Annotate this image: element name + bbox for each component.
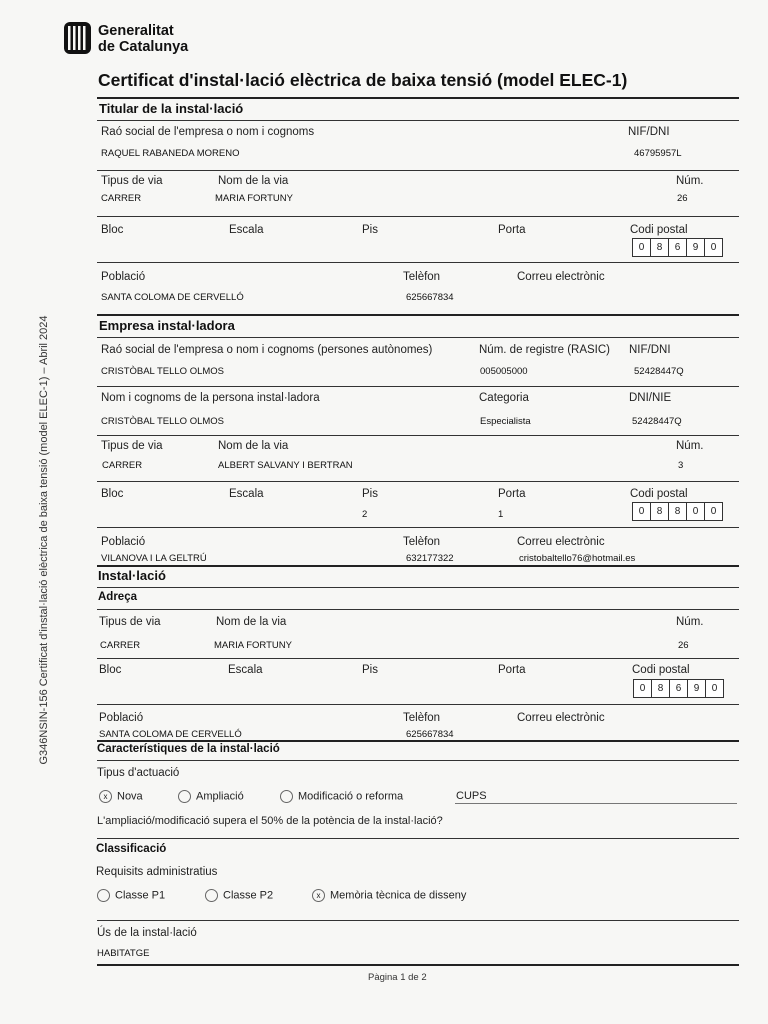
empresa-registre: 005005000 bbox=[480, 366, 528, 377]
divider bbox=[97, 216, 739, 217]
divider bbox=[97, 314, 739, 316]
divider bbox=[97, 609, 739, 610]
option-label: Memòria tècnica de disseny bbox=[330, 889, 467, 902]
label-rao: Raó social de l'empresa o nom i cognoms bbox=[101, 126, 315, 138]
installacio-tipus-via: CARRER bbox=[100, 640, 141, 651]
label-pis: Pis bbox=[362, 488, 378, 500]
installacio-nom-via: MARIA FORTUNY bbox=[214, 640, 292, 651]
empresa-categoria: Especialista bbox=[480, 416, 531, 427]
divider bbox=[97, 658, 739, 659]
divider bbox=[97, 262, 739, 263]
label-codi-postal: Codi postal bbox=[630, 488, 688, 500]
label-pis: Pis bbox=[362, 224, 378, 236]
label-num: Núm. bbox=[676, 440, 704, 452]
org-line-2: de Catalunya bbox=[98, 39, 189, 55]
option-nova[interactable] bbox=[99, 790, 143, 803]
empresa-poblacio: VILANOVA I LA GELTRÚ bbox=[101, 553, 207, 564]
us-value: HABITATGE bbox=[97, 948, 150, 959]
label-tipus-via: Tipus de via bbox=[101, 175, 163, 187]
section-classificacio: Classificació bbox=[96, 843, 167, 855]
empresa-nif: 52428447Q bbox=[634, 366, 684, 377]
divider bbox=[97, 920, 739, 921]
label-tipus-via: Tipus de via bbox=[101, 440, 163, 452]
org-name bbox=[98, 23, 188, 55]
empresa-nom-via: ALBERT SALVANY I BERTRAN bbox=[218, 460, 353, 471]
option-label: Nova bbox=[117, 790, 143, 803]
label-escala: Escala bbox=[229, 224, 264, 236]
option-label: Classe P1 bbox=[115, 889, 166, 902]
cp-digit: 8 bbox=[668, 502, 687, 521]
label-poblacio: Població bbox=[101, 536, 146, 548]
cp-digit: 8 bbox=[650, 502, 669, 521]
label-nom-via: Nom de la via bbox=[218, 175, 289, 187]
option-label: Classe P2 bbox=[223, 889, 274, 902]
cp-digit: 0 bbox=[704, 502, 723, 521]
label-bloc: Bloc bbox=[101, 488, 124, 500]
radio-nova[interactable]: x bbox=[99, 790, 112, 803]
label-requisits: Requisits administratius bbox=[96, 866, 218, 878]
divider bbox=[97, 481, 739, 482]
label-porta: Porta bbox=[498, 224, 526, 236]
label-nom-via: Nom de la via bbox=[216, 616, 287, 628]
label-tipus-via: Tipus de via bbox=[99, 616, 161, 628]
divider bbox=[97, 97, 739, 99]
titular-poblacio: SANTA COLOMA DE CERVELLÓ bbox=[101, 292, 244, 303]
question-potencia: L'ampliació/modificació supera el 50% de la potència de la instal·lació? bbox=[97, 815, 443, 827]
org-line-1: Generalitat bbox=[98, 23, 174, 39]
radio-modificacio[interactable] bbox=[280, 790, 293, 803]
option-classe-p1[interactable] bbox=[97, 889, 165, 902]
divider bbox=[97, 337, 739, 338]
cups-input[interactable] bbox=[455, 803, 737, 804]
label-num: Núm. bbox=[676, 616, 704, 628]
empresa-persona: CRISTÒBAL TELLO OLMOS bbox=[101, 416, 225, 427]
option-modificacio[interactable] bbox=[280, 790, 403, 803]
option-label: Modificació o reforma bbox=[298, 790, 404, 803]
divider bbox=[97, 838, 739, 839]
cp-digit: 0 bbox=[704, 238, 723, 257]
divider bbox=[97, 170, 739, 171]
section-titular: Titular de la instal·lació bbox=[99, 101, 244, 116]
label-correu: Correu electrònic bbox=[517, 712, 605, 724]
divider bbox=[97, 435, 739, 436]
divider bbox=[97, 740, 739, 742]
titular-codi-postal bbox=[633, 238, 723, 257]
label-telefon: Telèfon bbox=[403, 271, 441, 283]
empresa-dni: 52428447Q bbox=[632, 416, 682, 427]
section-installacio: Instal·lació bbox=[98, 568, 166, 583]
subsection-adreca: Adreça bbox=[98, 591, 137, 603]
label-nif: NIF/DNI bbox=[628, 126, 670, 138]
cp-digit: 0 bbox=[632, 502, 651, 521]
label-us: Ús de la instal·lació bbox=[97, 927, 197, 939]
radio-memoria[interactable]: x bbox=[312, 889, 325, 902]
option-classe-p2[interactable] bbox=[205, 889, 273, 902]
label-codi-postal: Codi postal bbox=[632, 664, 690, 676]
divider bbox=[97, 587, 739, 588]
installacio-codi-postal bbox=[634, 679, 724, 698]
label-tipus-actuacio: Tipus d'actuació bbox=[97, 767, 180, 779]
divider bbox=[97, 386, 739, 387]
titular-num: 26 bbox=[677, 193, 688, 204]
radio-ampliacio[interactable] bbox=[178, 790, 191, 803]
label-persona: Nom i cognoms de la persona instal·ladora bbox=[101, 392, 320, 404]
empresa-rao: CRISTÒBAL TELLO OLMOS bbox=[101, 366, 225, 377]
label-porta: Porta bbox=[498, 488, 526, 500]
label-poblacio: Població bbox=[99, 712, 144, 724]
label-telefon: Telèfon bbox=[403, 536, 441, 548]
empresa-porta: 1 bbox=[498, 509, 504, 520]
titular-nom-via: MARIA FORTUNY bbox=[215, 193, 293, 204]
divider bbox=[97, 760, 739, 761]
section-empresa: Empresa instal·ladora bbox=[99, 318, 235, 333]
option-memoria[interactable] bbox=[312, 889, 466, 902]
side-reference-text: G346NSIN-156 Certificat d'instal·lació elèctrica de baixa tensió (model ELEC-1) – Abril 2024 bbox=[38, 315, 50, 765]
installacio-num: 26 bbox=[678, 640, 689, 651]
empresa-num: 3 bbox=[678, 460, 684, 471]
radio-classe-p2[interactable] bbox=[205, 889, 218, 902]
cp-digit: 8 bbox=[650, 238, 669, 257]
label-num: Núm. bbox=[676, 175, 704, 187]
divider bbox=[97, 704, 739, 705]
label-escala: Escala bbox=[228, 664, 263, 676]
titular-rao: RAQUEL RABANEDA MORENO bbox=[101, 148, 240, 159]
label-bloc: Bloc bbox=[99, 664, 122, 676]
label-escala: Escala bbox=[229, 488, 264, 500]
label-bloc: Bloc bbox=[101, 224, 124, 236]
label-porta: Porta bbox=[498, 664, 526, 676]
installacio-poblacio: SANTA COLOMA DE CERVELLÓ bbox=[99, 729, 242, 740]
option-label: Ampliació bbox=[196, 790, 244, 803]
divider bbox=[97, 120, 739, 121]
cp-digit: 9 bbox=[687, 679, 706, 698]
label-codi-postal: Codi postal bbox=[630, 224, 688, 236]
label-poblacio: Població bbox=[101, 271, 146, 283]
label-nom-via: Nom de la via bbox=[218, 440, 289, 452]
titular-tipus-via: CARRER bbox=[101, 193, 142, 204]
cp-digit: 0 bbox=[705, 679, 724, 698]
generalitat-logo-icon bbox=[64, 22, 91, 54]
label-registre: Núm. de registre (RASIC) bbox=[479, 344, 611, 356]
page-title: Certificat d'instal·lació elèctrica de baixa tensió (model ELEC-1) bbox=[98, 70, 628, 90]
label-pis: Pis bbox=[362, 664, 378, 676]
divider bbox=[97, 565, 739, 567]
divider bbox=[97, 964, 739, 966]
cp-digit: 6 bbox=[669, 679, 688, 698]
cp-digit: 8 bbox=[651, 679, 670, 698]
cp-digit: 0 bbox=[632, 238, 651, 257]
option-ampliacio[interactable] bbox=[178, 790, 244, 803]
cp-digit: 0 bbox=[633, 679, 652, 698]
cp-digit: 0 bbox=[686, 502, 705, 521]
label-nif: NIF/DNI bbox=[629, 344, 671, 356]
divider bbox=[97, 527, 739, 528]
label-rao: Raó social de l'empresa o nom i cognoms (persones autònomes) bbox=[101, 344, 433, 356]
label-correu: Correu electrònic bbox=[517, 536, 605, 548]
label-categoria: Categoria bbox=[479, 392, 529, 404]
section-caracteristiques: Característiques de la instal·lació bbox=[97, 743, 280, 755]
empresa-tipus-via: CARRER bbox=[102, 460, 143, 471]
cp-digit: 9 bbox=[686, 238, 705, 257]
label-correu: Correu electrònic bbox=[517, 271, 605, 283]
titular-nif: 46795957L bbox=[634, 148, 682, 159]
empresa-pis: 2 bbox=[362, 509, 368, 520]
installacio-telefon: 625667834 bbox=[406, 729, 454, 740]
titular-telefon: 625667834 bbox=[406, 292, 454, 303]
label-telefon: Telèfon bbox=[403, 712, 441, 724]
empresa-correu: cristobaltello76@hotmail.es bbox=[519, 553, 636, 564]
cp-digit: 6 bbox=[668, 238, 687, 257]
empresa-codi-postal bbox=[633, 502, 723, 521]
empresa-telefon: 632177322 bbox=[406, 553, 454, 564]
page-number: Pàgina 1 de 2 bbox=[368, 972, 427, 983]
label-dni: DNI/NIE bbox=[629, 392, 672, 404]
label-cups: CUPS bbox=[456, 790, 487, 802]
radio-classe-p1[interactable] bbox=[97, 889, 110, 902]
